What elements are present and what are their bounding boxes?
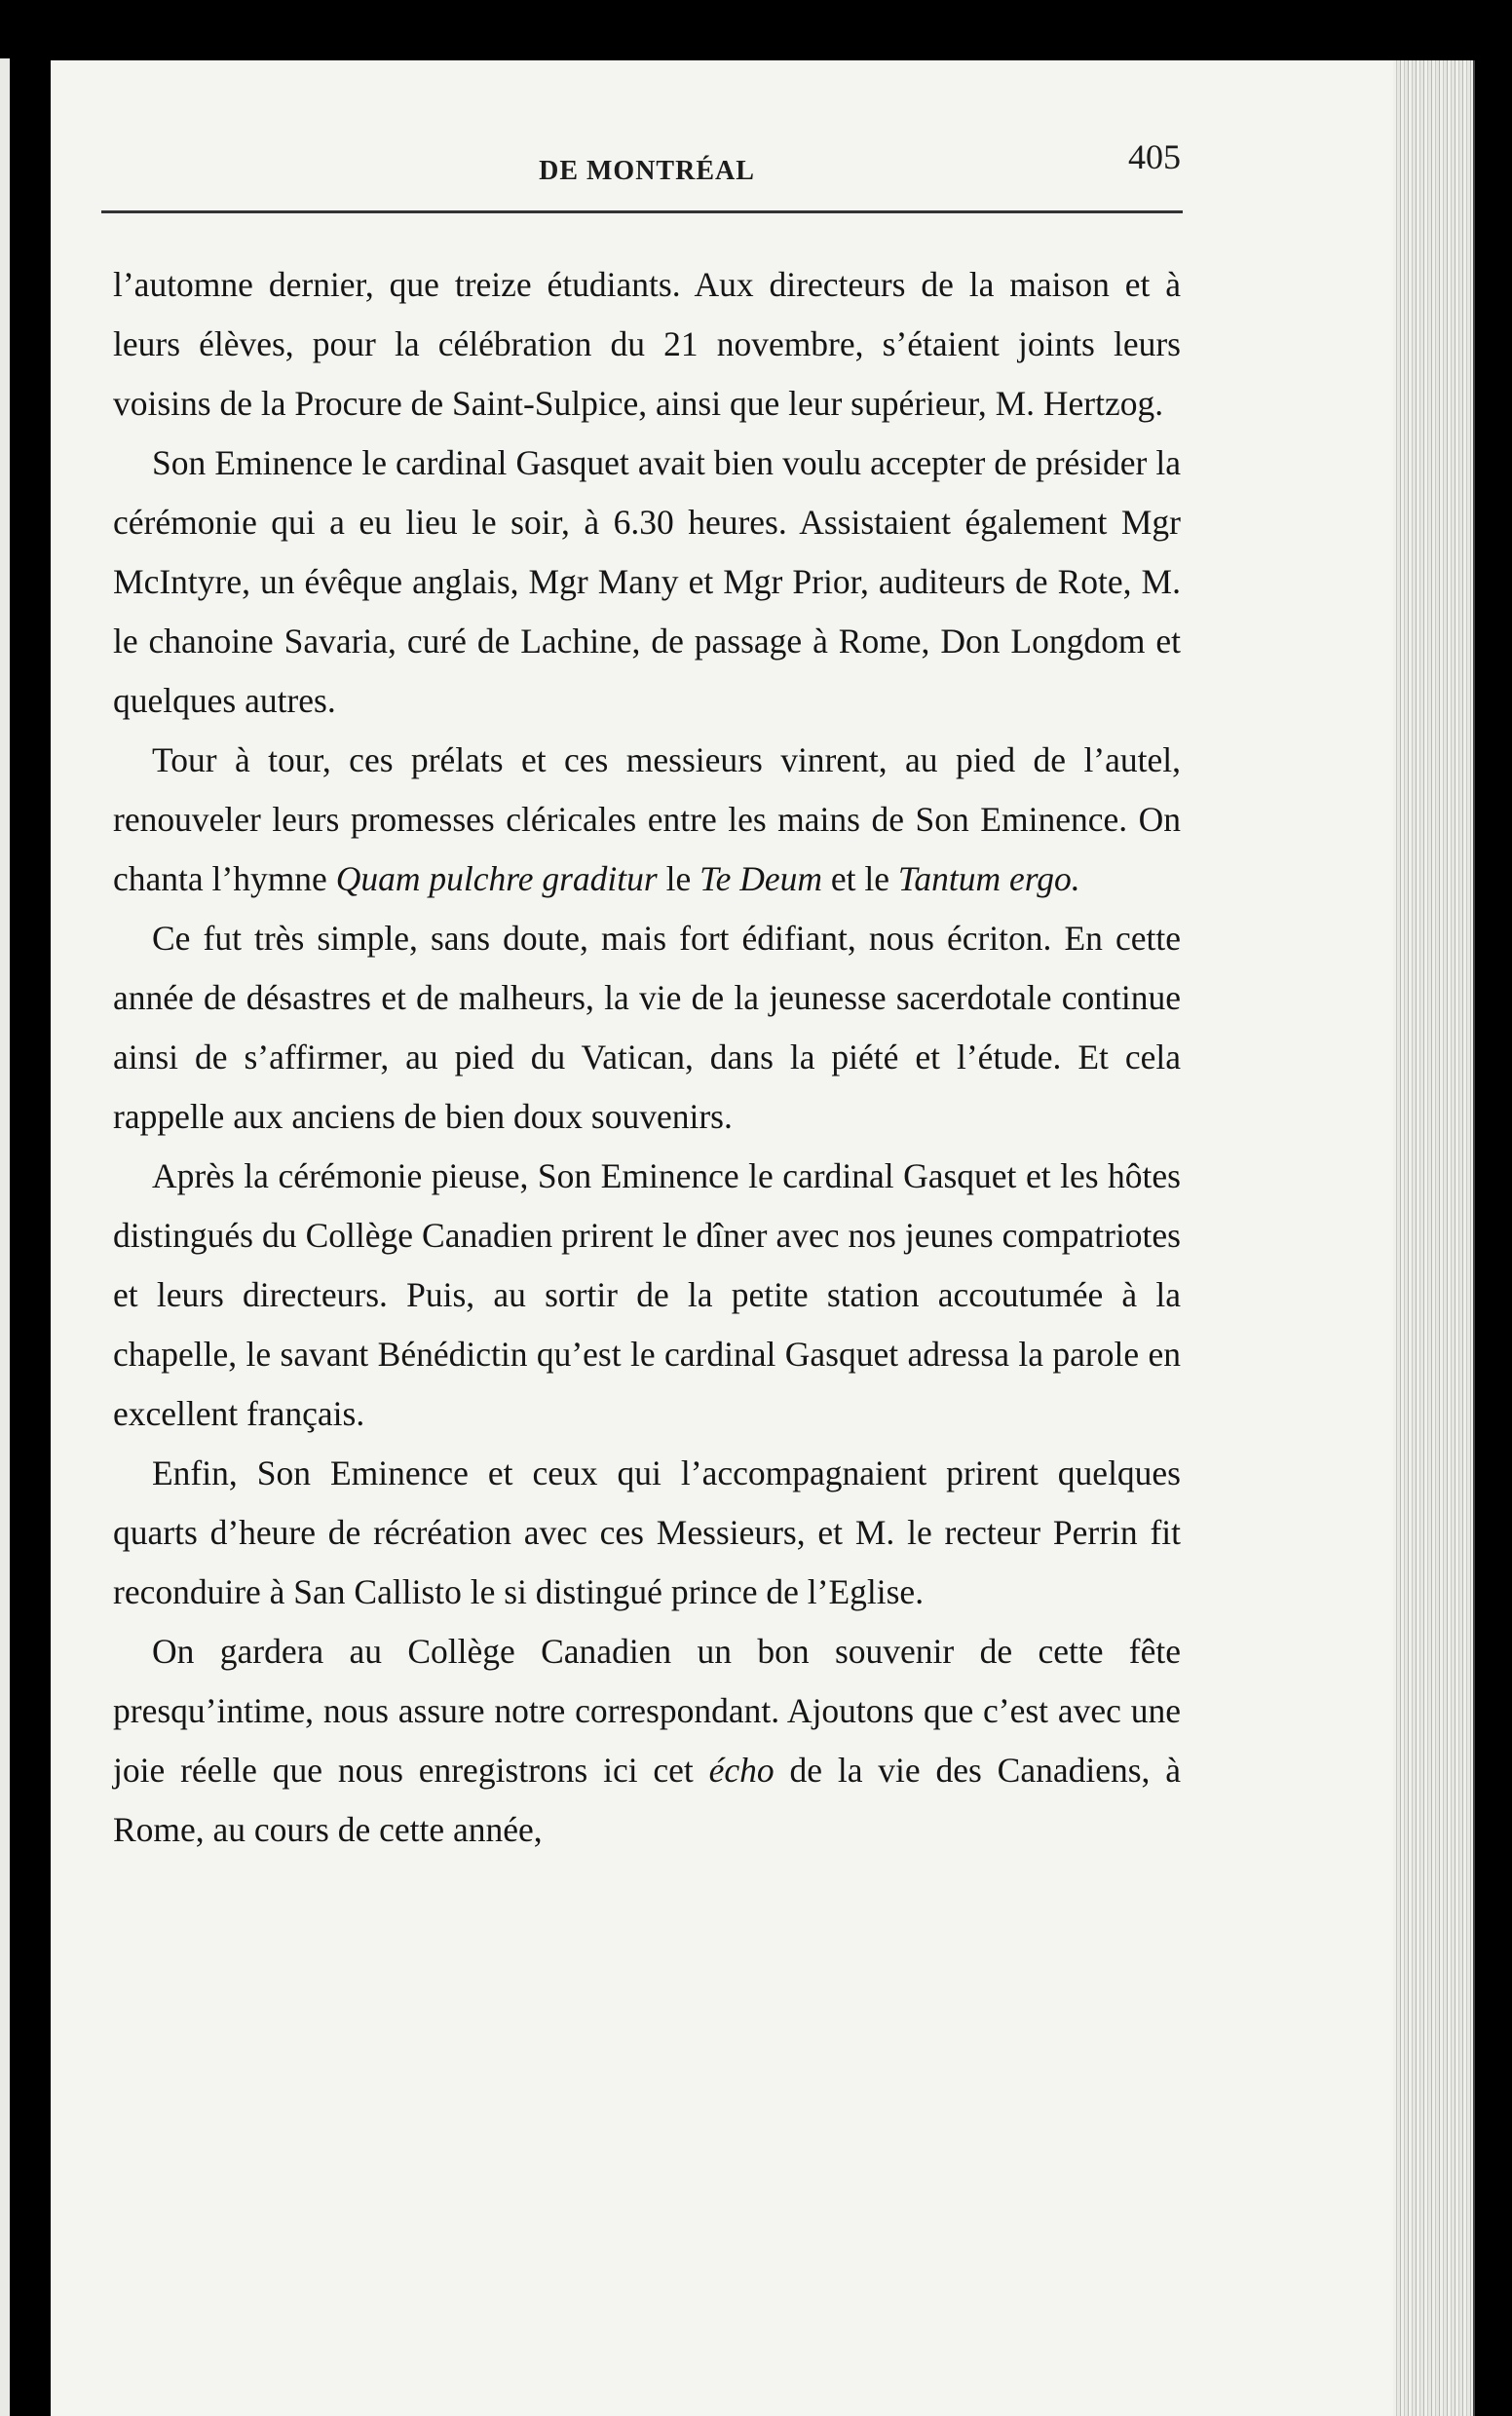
page-number: 405 [1128,137,1181,176]
text-run: le [657,859,700,898]
paragraph [113,434,1181,731]
text-run: et le [821,859,898,898]
page-header [113,137,1181,201]
text-run: Tour à tour, ces prélats et ces messieurs vinrent, au pied de l’autel, renouveler leurs promesses cléricales entre les mains de Son Eminence. On chanta l’hymne [113,740,1181,898]
italic-text: écho [708,1751,775,1790]
text-run: On gardera au Collège Canadien un bon souvenir de cette fête presqu’intime, nous assure notre correspondant. Ajoutons que c’est avec une joie réelle que nous enregistrons ici cet [113,1632,1181,1790]
paragraph [113,1444,1181,1622]
text-run: Enfin, Son Eminence et ceux qui l’accompagnaient prirent quelques quarts d’heure de récréation avec ces Messieurs, et M. le recteur Perrin fit reconduire à San Callisto le si distingué prince de l’Eglise. [113,1453,1181,1611]
paragraph [113,731,1181,909]
paragraph [113,255,1181,434]
header-rule [101,210,1183,213]
paragraph [113,1622,1181,1860]
text-run: de la vie des Canadiens, à Rome, au cours de cette année, [113,1751,1181,1849]
adjacent-page-edge [0,58,10,2416]
body-text [113,255,1181,1860]
text-run: Après la cérémonie pieuse, Son Eminence le cardinal Gasquet et les hôtes distingués du Collège Canadien prirent le dîner avec nos jeunes compatriotes et leurs directeurs. Puis, au sortir de la petite station accoutumée à la chapelle, le savant Bénédictin qu’est le cardinal Gasquet adressa la parole en excellent français. [113,1156,1181,1433]
running-title: DE MONTRÉAL [539,156,755,186]
text-run: Son Eminence le cardinal Gasquet avait bien voulu accepter de présider la cérémonie qui a eu lieu le soir, à 6.30 heures. Assistaient également Mgr McIntyre, un évêque anglais, Mgr Many et Mgr Prior, auditeurs de Rote, M. le chanoine Savaria, curé de Lachine, de passage à Rome, Don Longdom et quelques autres. [113,443,1181,720]
italic-text: Quam pulchre graditur [335,859,658,898]
italic-text: Te Deum [699,859,822,898]
italic-text: Tantum ergo. [897,859,1080,898]
page-stack-edges [1393,60,1475,2416]
text-run: Ce fut très simple, sans doute, mais fort édifiant, nous écriton. En cette année de désastres et de malheurs, la vie de la jeunesse sacerdotale continue ainsi de s’affirmer, au pied du Vatican, dans la piété et l’étude. Et cela rappelle aux anciens de bien doux souvenirs. [113,919,1181,1136]
paragraph [113,909,1181,1147]
text-run: l’automne dernier, que treize étudiants. Aux directeurs de la maison et à leurs élèves, pour la célébration du 21 novembre, s’étaient joints leurs voisins de la Procure de Saint-Sulpice, ainsi que leur supérieur, M. Hertzog. [113,265,1181,423]
paragraph [113,1147,1181,1444]
